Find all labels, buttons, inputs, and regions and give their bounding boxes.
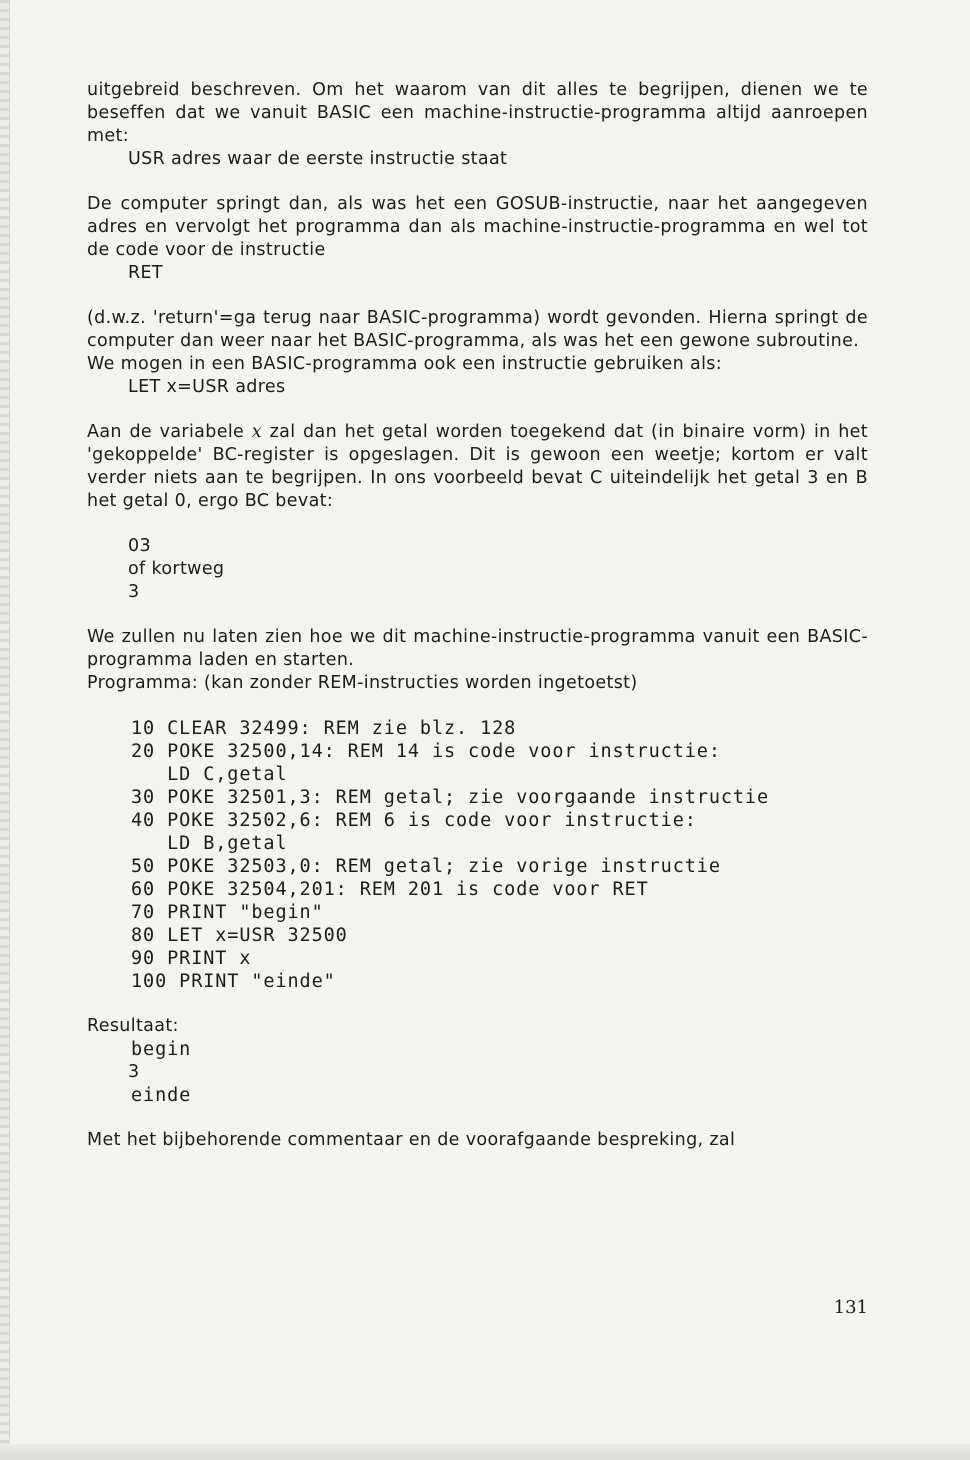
paragraph-variable	[87, 421, 868, 513]
paragraph-intro: uitgebreid beschreven. Om het waarom van dit alles te begrijpen, dienen we te beseffen dat we vanuit BASIC een machine-instructie-programma altijd aanroepen met:	[87, 80, 868, 146]
result-line: begin	[131, 1039, 192, 1060]
bc-line: 03	[128, 536, 151, 556]
listing-line: 30 POKE 32501,3: REM getal; zie voorgaande instructie	[131, 787, 770, 808]
let-syntax-line: LET x=USR adres	[128, 377, 286, 397]
listing-line: 90 PRINT x	[131, 948, 252, 969]
ret-line: RET	[128, 263, 163, 283]
page-body	[87, 79, 868, 1152]
paragraph-closing: Met het bijbehorende commentaar en de voorafgaande bespreking, zal	[87, 1130, 736, 1150]
paragraph-load: We zullen nu laten zien hoe we dit machine-instructie-programma vanuit een BASIC-programma laden en starten.	[87, 627, 868, 670]
listing-line: 50 POKE 32503,0: REM getal; zie vorige instructie	[131, 856, 721, 877]
listing-line: LD B,getal	[131, 833, 288, 854]
result-line: einde	[131, 1085, 192, 1106]
paragraph-program-label: Programma: (kan zonder REM-instructies worden ingetoetst)	[87, 673, 638, 693]
bc-line: 3	[128, 582, 140, 602]
listing-line: 100 PRINT "einde"	[131, 971, 336, 992]
page-number: 131	[833, 1297, 868, 1318]
result-line: 3	[128, 1062, 140, 1082]
usr-syntax-line: USR adres waar de eerste instructie staat	[128, 149, 508, 169]
paragraph-variable-pre: Aan de variabele	[87, 422, 252, 442]
result-label: Resultaat:	[87, 1016, 179, 1036]
page-left-edge	[0, 0, 10, 1460]
listing-line: 60 POKE 32504,201: REM 201 is code voor RET	[131, 879, 649, 900]
listing-line: 40 POKE 32502,6: REM 6 is code voor instructie:	[131, 810, 697, 831]
basic-listing	[87, 717, 868, 993]
paragraph-let: We mogen in een BASIC-programma ook een instructie gebruiken als:	[87, 354, 723, 374]
bc-line: of kortweg	[128, 559, 225, 579]
bc-value-block	[87, 535, 868, 604]
variable-x: x	[251, 422, 262, 442]
listing-line: 20 POKE 32500,14: REM 14 is code voor instructie:	[131, 741, 721, 762]
listing-line: 10 CLEAR 32499: REM zie blz. 128	[131, 718, 517, 739]
paragraph-variable-post: zal dan het getal worden toegekend dat (in binaire vorm) in het 'gekoppelde' BC-register is opgeslagen. Dit is gewoon een weetje; kortom er valt verder niets aan te begrijpen. In ons voorbeeld bevat C uiteindelijk het getal 3 en B het getal 0, ergo BC bevat:	[87, 422, 868, 511]
page-bottom-edge	[0, 1444, 970, 1460]
listing-line: LD C,getal	[131, 764, 288, 785]
listing-line: 70 PRINT "begin"	[131, 902, 324, 923]
listing-line: 80 LET x=USR 32500	[131, 925, 348, 946]
paragraph-gosub: De computer springt dan, als was het een GOSUB-instructie, naar het aangegeven adres en vervolgt het programma dan als machine-instructie-programma en wel tot de code voor de instructie	[87, 194, 868, 260]
result-block	[87, 1038, 868, 1107]
paragraph-return: (d.w.z. 'return'=ga terug naar BASIC-programma) wordt gevonden. Hierna springt de computer dan weer naar het BASIC-programma, als was het een gewone subroutine.	[87, 308, 868, 351]
